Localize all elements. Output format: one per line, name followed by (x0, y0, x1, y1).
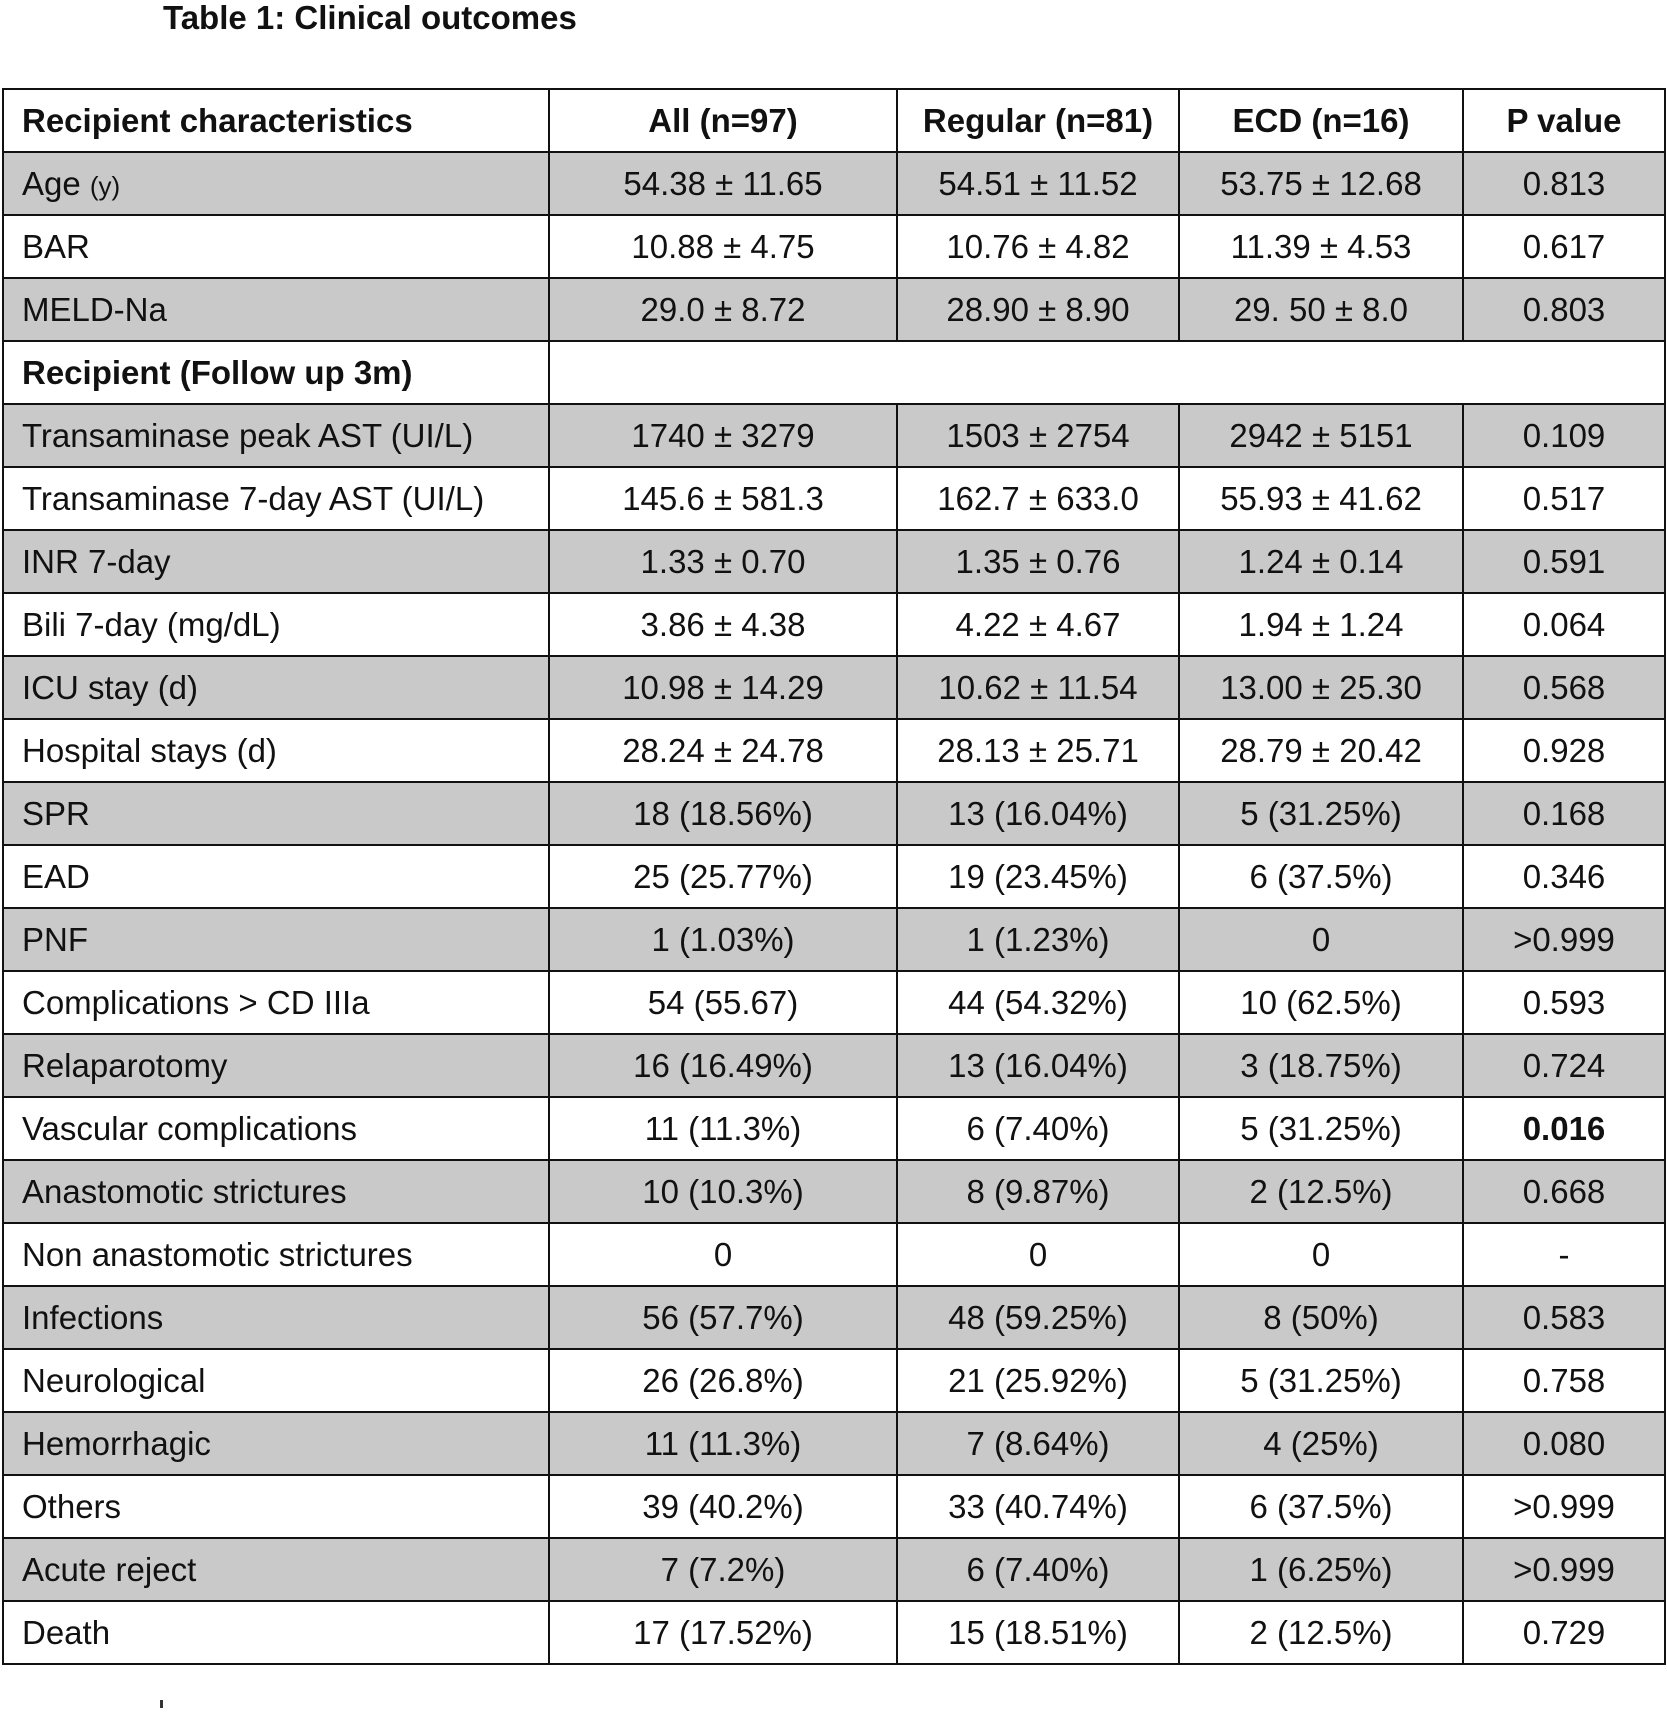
cell-p-value: 0.109 (1463, 404, 1665, 467)
table-row (3, 782, 1665, 845)
table-row (3, 719, 1665, 782)
cell-ecd: 8 (50%) (1179, 1286, 1463, 1349)
cell-ecd: 0 (1179, 908, 1463, 971)
cell-regular: 7 (8.64%) (897, 1412, 1179, 1475)
cell-regular: 44 (54.32%) (897, 971, 1179, 1034)
section-spacer (549, 341, 1665, 404)
row-label: Neurological (3, 1349, 549, 1412)
cell-regular: 21 (25.92%) (897, 1349, 1179, 1412)
table-row (3, 1475, 1665, 1538)
cell-ecd: 5 (31.25%) (1179, 1097, 1463, 1160)
cell-regular: 19 (23.45%) (897, 845, 1179, 908)
row-label: Transaminase peak AST (UI/L) (3, 404, 549, 467)
cell-p-value: >0.999 (1463, 908, 1665, 971)
row-label: INR 7-day (3, 530, 549, 593)
row-label: Transaminase 7-day AST (UI/L) (3, 467, 549, 530)
section-label: Recipient (Follow up 3m) (3, 341, 549, 404)
row-label: Death (3, 1601, 549, 1664)
cell-ecd: 28.79 ± 20.42 (1179, 719, 1463, 782)
table-row (3, 1412, 1665, 1475)
cell-ecd: 29. 50 ± 8.0 (1179, 278, 1463, 341)
cell-p-value: 0.080 (1463, 1412, 1665, 1475)
table-row (3, 593, 1665, 656)
table-row (3, 971, 1665, 1034)
cell-p-value: 0.591 (1463, 530, 1665, 593)
cell-all: 11 (11.3%) (549, 1412, 897, 1475)
cell-all: 26 (26.8%) (549, 1349, 897, 1412)
cell-regular: 6 (7.40%) (897, 1538, 1179, 1601)
row-label (3, 152, 549, 215)
row-label: Hemorrhagic (3, 1412, 549, 1475)
header-all: All (n=97) (549, 89, 897, 152)
cell-ecd: 0 (1179, 1223, 1463, 1286)
cell-regular: 10.76 ± 4.82 (897, 215, 1179, 278)
row-label: Others (3, 1475, 549, 1538)
cell-all: 54.38 ± 11.65 (549, 152, 897, 215)
cell-all: 7 (7.2%) (549, 1538, 897, 1601)
cell-p-value: 0.346 (1463, 845, 1665, 908)
footnote-mark (160, 1700, 163, 1708)
cell-p-value: 0.803 (1463, 278, 1665, 341)
row-label: Vascular complications (3, 1097, 549, 1160)
cell-ecd: 10 (62.5%) (1179, 971, 1463, 1034)
row-label: Infections (3, 1286, 549, 1349)
cell-ecd: 3 (18.75%) (1179, 1034, 1463, 1097)
follow-up-rows (3, 404, 1665, 1664)
cell-p-value: >0.999 (1463, 1538, 1665, 1601)
table-caption: Table 1: Clinical outcomes (163, 0, 577, 36)
cell-p-value: 0.568 (1463, 656, 1665, 719)
cell-all: 29.0 ± 8.72 (549, 278, 897, 341)
cell-ecd: 4 (25%) (1179, 1412, 1463, 1475)
cell-regular: 1 (1.23%) (897, 908, 1179, 971)
cell-ecd: 13.00 ± 25.30 (1179, 656, 1463, 719)
table-row (3, 1286, 1665, 1349)
cell-regular: 1.35 ± 0.76 (897, 530, 1179, 593)
row-label: Acute reject (3, 1538, 549, 1601)
cell-ecd: 5 (31.25%) (1179, 1349, 1463, 1412)
cell-all: 0 (549, 1223, 897, 1286)
cell-regular: 33 (40.74%) (897, 1475, 1179, 1538)
cell-p-value: 0.517 (1463, 467, 1665, 530)
cell-all: 1740 ± 3279 (549, 404, 897, 467)
header-characteristics: Recipient characteristics (3, 89, 549, 152)
cell-p-value: 0.168 (1463, 782, 1665, 845)
row-label: Complications > CD IIIa (3, 971, 549, 1034)
table-row-meld-na (3, 278, 1665, 341)
cell-p-value: 0.813 (1463, 152, 1665, 215)
cell-all: 25 (25.77%) (549, 845, 897, 908)
cell-all: 1 (1.03%) (549, 908, 897, 971)
row-label: PNF (3, 908, 549, 971)
table-row (3, 1601, 1665, 1664)
cell-all: 28.24 ± 24.78 (549, 719, 897, 782)
cell-regular: 10.62 ± 11.54 (897, 656, 1179, 719)
cell-ecd: 6 (37.5%) (1179, 845, 1463, 908)
cell-regular: 54.51 ± 11.52 (897, 152, 1179, 215)
row-label: Relaparotomy (3, 1034, 549, 1097)
cell-ecd: 53.75 ± 12.68 (1179, 152, 1463, 215)
cell-p-value: 0.729 (1463, 1601, 1665, 1664)
row-label: Hospital stays (d) (3, 719, 549, 782)
table-row (3, 1223, 1665, 1286)
cell-ecd: 6 (37.5%) (1179, 1475, 1463, 1538)
header-regular: Regular (n=81) (897, 89, 1179, 152)
cell-p-value: 0.617 (1463, 215, 1665, 278)
cell-ecd: 2 (12.5%) (1179, 1601, 1463, 1664)
cell-p-value: 0.724 (1463, 1034, 1665, 1097)
age-label: Age (22, 164, 81, 202)
cell-regular: 4.22 ± 4.67 (897, 593, 1179, 656)
cell-all: 54 (55.67) (549, 971, 897, 1034)
cell-regular: 8 (9.87%) (897, 1160, 1179, 1223)
row-label: SPR (3, 782, 549, 845)
cell-regular: 0 (897, 1223, 1179, 1286)
header-ecd: ECD (n=16) (1179, 89, 1463, 152)
cell-all: 17 (17.52%) (549, 1601, 897, 1664)
cell-all: 3.86 ± 4.38 (549, 593, 897, 656)
cell-p-value: 0.758 (1463, 1349, 1665, 1412)
table-row (3, 845, 1665, 908)
table-row (3, 467, 1665, 530)
cell-all: 145.6 ± 581.3 (549, 467, 897, 530)
cell-ecd: 2942 ± 5151 (1179, 404, 1463, 467)
cell-p-value: 0.583 (1463, 1286, 1665, 1349)
cell-ecd: 1 (6.25%) (1179, 1538, 1463, 1601)
cell-all: 56 (57.7%) (549, 1286, 897, 1349)
cell-all: 10 (10.3%) (549, 1160, 897, 1223)
cell-p-value: - (1463, 1223, 1665, 1286)
cell-regular: 6 (7.40%) (897, 1097, 1179, 1160)
clinical-outcomes-table (2, 88, 1666, 1665)
table-row (3, 1538, 1665, 1601)
cell-ecd: 5 (31.25%) (1179, 782, 1463, 845)
table-row-age (3, 152, 1665, 215)
cell-regular: 48 (59.25%) (897, 1286, 1179, 1349)
table-row (3, 1034, 1665, 1097)
row-label: EAD (3, 845, 549, 908)
age-unit: (y) (89, 170, 121, 201)
cell-p-value: 0.593 (1463, 971, 1665, 1034)
cell-p-value: 0.016 (1463, 1097, 1665, 1160)
cell-p-value: 0.064 (1463, 593, 1665, 656)
cell-ecd: 1.24 ± 0.14 (1179, 530, 1463, 593)
row-label: Non anastomotic strictures (3, 1223, 549, 1286)
cell-regular: 162.7 ± 633.0 (897, 467, 1179, 530)
cell-ecd: 1.94 ± 1.24 (1179, 593, 1463, 656)
table-row (3, 656, 1665, 719)
table-row (3, 1097, 1665, 1160)
row-label: BAR (3, 215, 549, 278)
header-p-value: P value (1463, 89, 1665, 152)
cell-regular: 1503 ± 2754 (897, 404, 1179, 467)
cell-regular: 13 (16.04%) (897, 782, 1179, 845)
cell-all: 10.98 ± 14.29 (549, 656, 897, 719)
table-row-bar (3, 215, 1665, 278)
section-row-follow-up (3, 341, 1665, 404)
cell-ecd: 11.39 ± 4.53 (1179, 215, 1463, 278)
table-row (3, 1160, 1665, 1223)
cell-regular: 28.13 ± 25.71 (897, 719, 1179, 782)
cell-p-value: 0.668 (1463, 1160, 1665, 1223)
cell-all: 16 (16.49%) (549, 1034, 897, 1097)
cell-p-value: >0.999 (1463, 1475, 1665, 1538)
table-row (3, 1349, 1665, 1412)
cell-all: 39 (40.2%) (549, 1475, 897, 1538)
cell-ecd: 55.93 ± 41.62 (1179, 467, 1463, 530)
table-row (3, 908, 1665, 971)
row-label: Anastomotic strictures (3, 1160, 549, 1223)
cell-all: 11 (11.3%) (549, 1097, 897, 1160)
cell-all: 18 (18.56%) (549, 782, 897, 845)
cell-regular: 13 (16.04%) (897, 1034, 1179, 1097)
cell-regular: 28.90 ± 8.90 (897, 278, 1179, 341)
header-row (3, 89, 1665, 152)
row-label: ICU stay (d) (3, 656, 549, 719)
table-row (3, 530, 1665, 593)
row-label: Bili 7-day (mg/dL) (3, 593, 549, 656)
row-label: MELD-Na (3, 278, 549, 341)
cell-all: 10.88 ± 4.75 (549, 215, 897, 278)
cell-ecd: 2 (12.5%) (1179, 1160, 1463, 1223)
cell-p-value: 0.928 (1463, 719, 1665, 782)
cell-all: 1.33 ± 0.70 (549, 530, 897, 593)
table-row (3, 404, 1665, 467)
cell-regular: 15 (18.51%) (897, 1601, 1179, 1664)
